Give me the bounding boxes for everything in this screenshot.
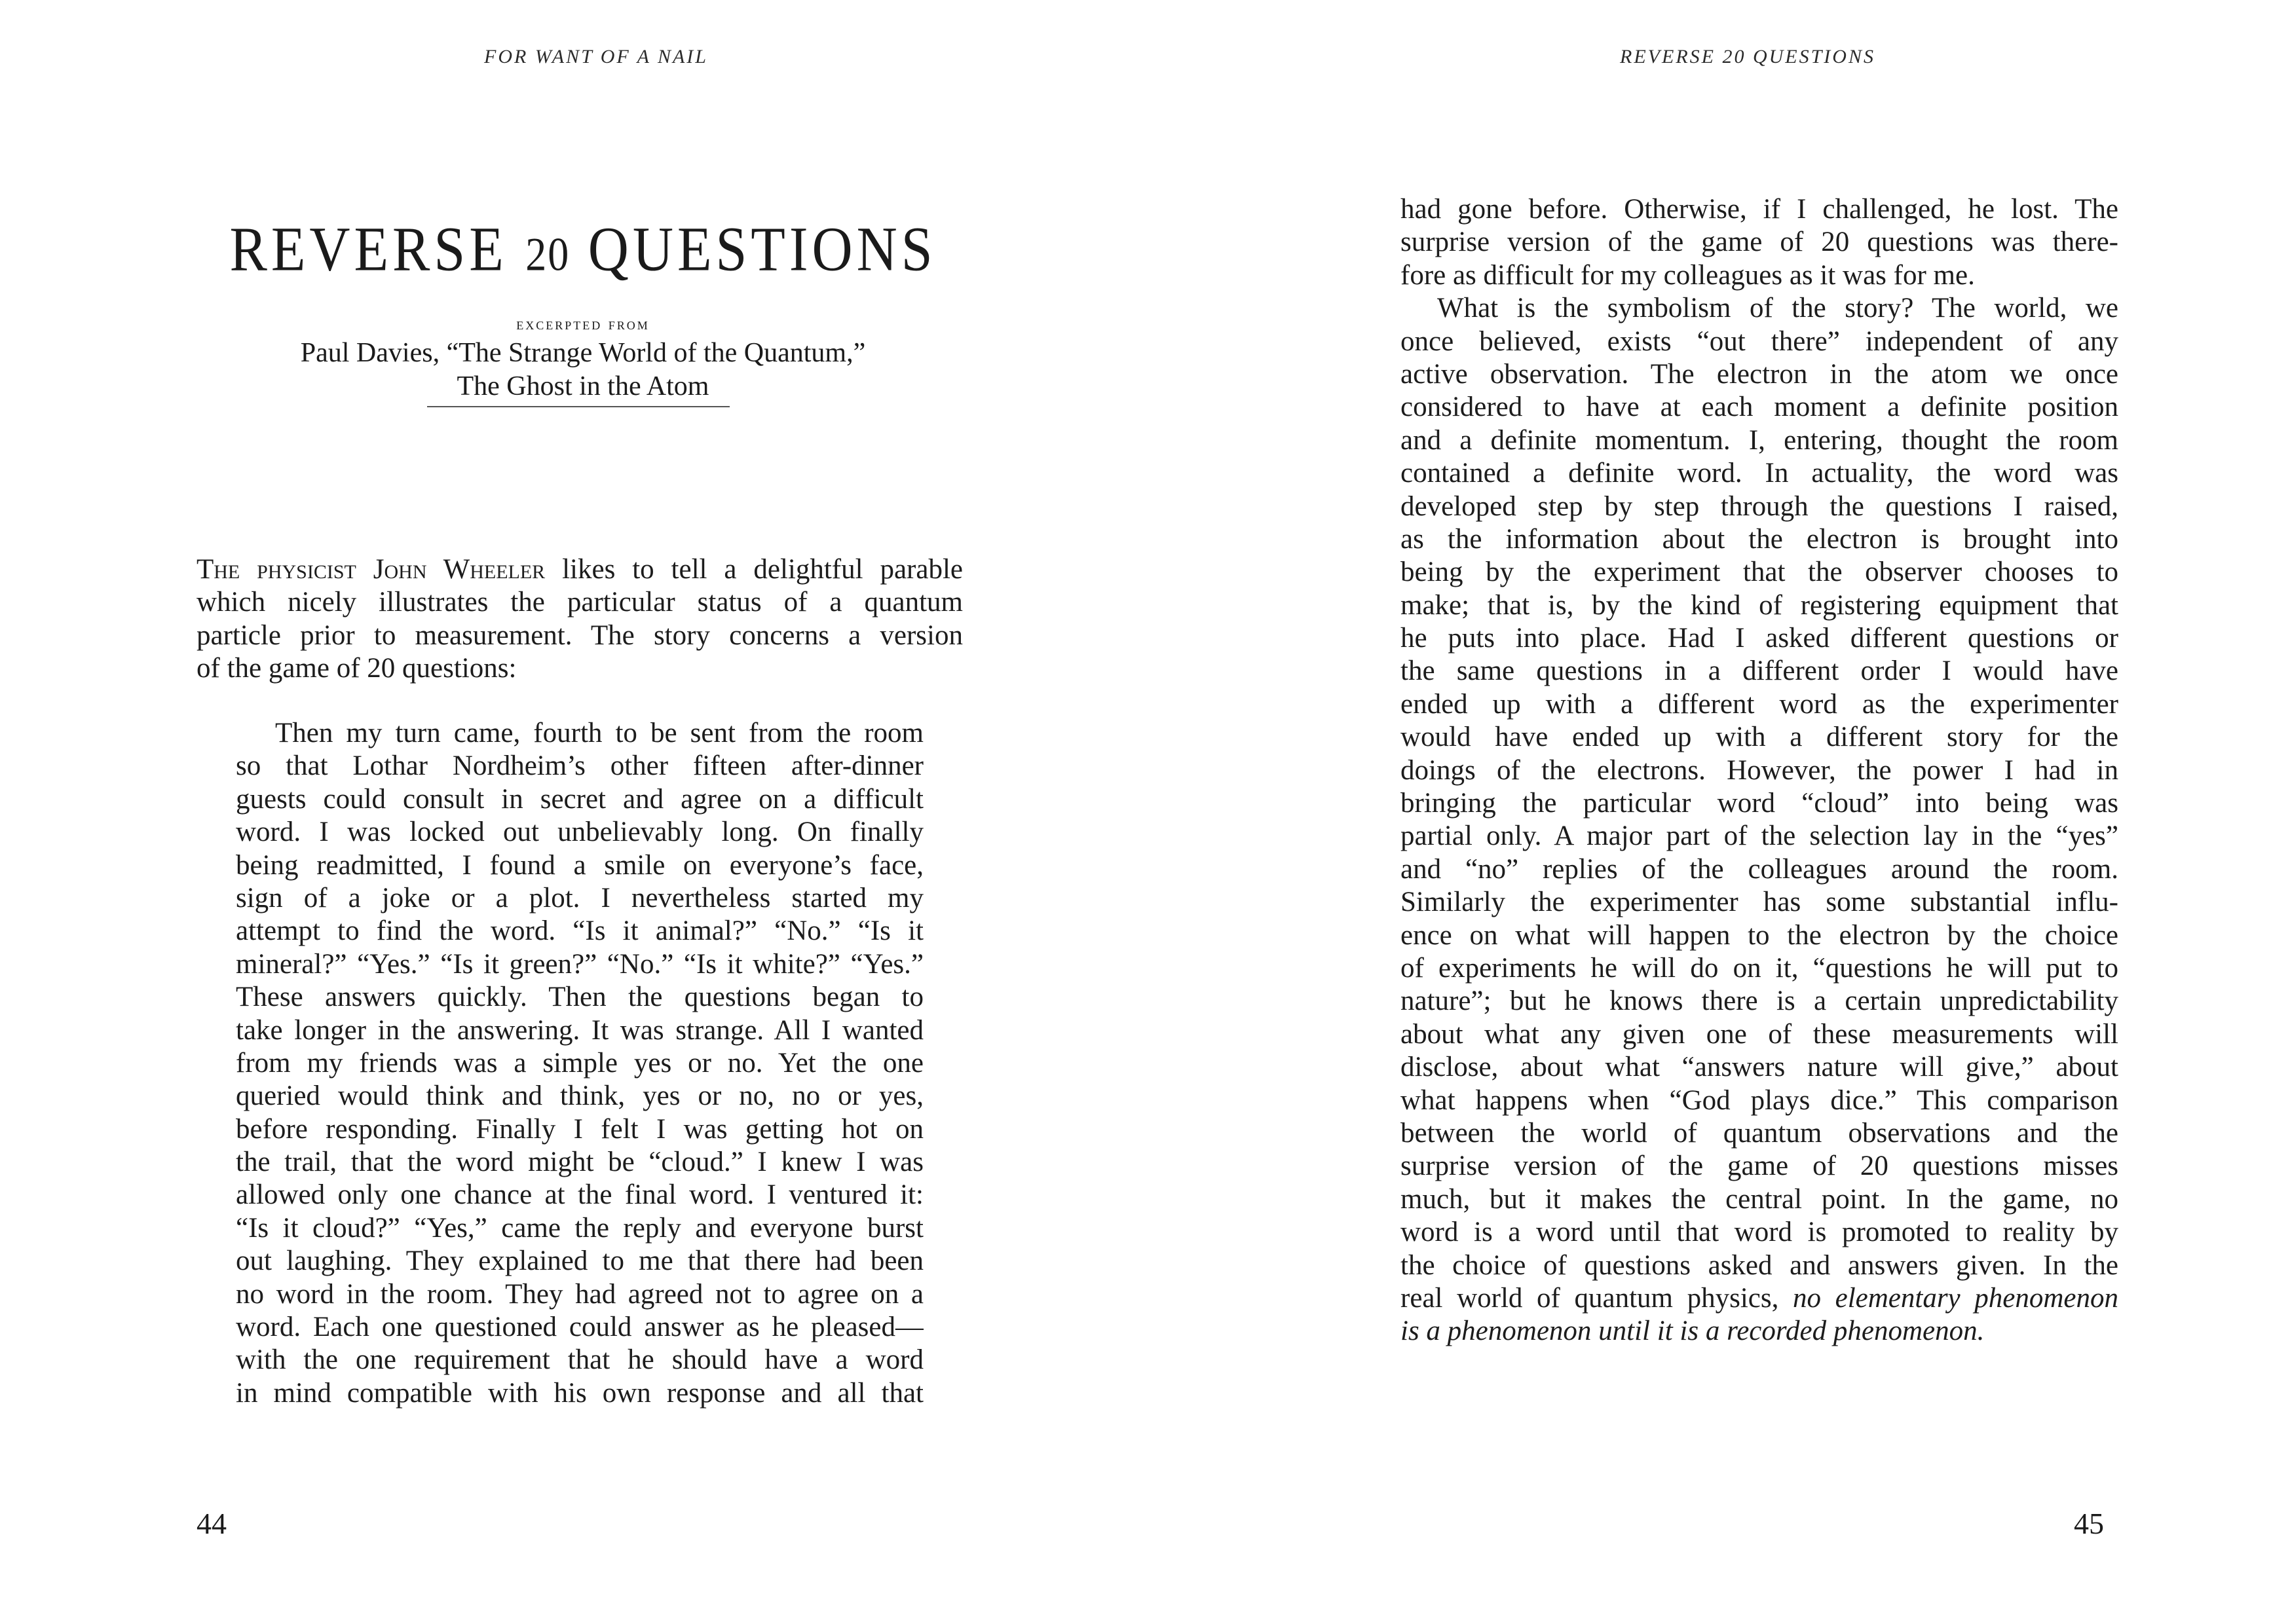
body-line: would have ended up with a different story for the xyxy=(1400,722,2118,753)
quote-line: before responding. Finally I felt I was getting hot on xyxy=(236,1113,924,1145)
intro-paragraph xyxy=(197,553,963,686)
source-underline-rule xyxy=(427,406,730,407)
quote-line: with the one requirement that he should have a word xyxy=(236,1344,924,1376)
quote-line: in mind compatible with his own response and all that xyxy=(236,1377,924,1409)
penultimate-roman: real world of quantum physics, xyxy=(1400,1282,1793,1314)
quote-line: no word in the room. They had agreed not to agree on a xyxy=(236,1278,924,1310)
body-line: active observation. The electron in the atom we once xyxy=(1400,358,2118,390)
running-head-right: REVERSE 20 QUESTIONS xyxy=(1620,46,1875,67)
final-italic-line: is a phenomenon until it is a recorded phenomenon. xyxy=(1400,1316,1985,1347)
quote-line: word. Each one questioned could answer as he pleased— xyxy=(236,1312,924,1343)
source-citation-line-1: Paul Davies, “The Strange World of the Quantum,” xyxy=(300,338,866,368)
quote-line: sign of a joke or a plot. I nevertheless started my xyxy=(236,882,924,913)
body-line: much, but it makes the central point. In the game, no xyxy=(1400,1183,2118,1215)
quote-line: mineral?” “Yes.” “Is it green?” “No.” “Is it white?” “Yes.” xyxy=(236,948,924,980)
body-line: once believed, exists “out there” independent of any xyxy=(1400,325,2118,357)
body-line: considered to have at each moment a definite position xyxy=(1400,392,2118,423)
quote-line: attempt to find the word. “Is it animal?” “No.” “Is it xyxy=(236,915,924,947)
chapter-title-number: 20 xyxy=(525,228,571,281)
body-line: partial only. A major part of the selection lay in the “yes” xyxy=(1400,821,2118,852)
body-line: nature”; but he knows there is a certain unpredictability xyxy=(1400,986,2118,1017)
body-line: doings of the electrons. However, the power I had in xyxy=(1400,754,2118,786)
body-line: being by the experiment that the observer chooses to xyxy=(1400,557,2118,588)
quote-line: being readmitted, I found a smile on everyone’s face, xyxy=(236,849,924,881)
body-line: surprise version of the game of 20 questions misses xyxy=(1400,1151,2118,1182)
page-number-left: 44 xyxy=(197,1507,227,1540)
body-line: ence on what will happen to the electron by the choice xyxy=(1400,919,2118,951)
excerpted-from-label: excerpted from xyxy=(516,314,650,333)
intro-lead-smallcaps: The physicist xyxy=(197,554,373,585)
quote-line: take longer in the answering. It was strange. All I wanted xyxy=(236,1014,924,1046)
emphasis-italic: no elementary phenomenon xyxy=(1792,1282,2118,1314)
body-line xyxy=(1400,1282,2118,1315)
intro-line xyxy=(197,553,963,586)
body-line: disclose, about what “answers nature will give,” about xyxy=(1400,1052,2118,1083)
body-line: he puts into place. Had I asked different questions or xyxy=(1400,623,2118,654)
chapter-title-after-number: QUESTIONS xyxy=(570,213,937,284)
right-page xyxy=(1145,0,2290,1624)
body-line: as the information about the electron is brought into xyxy=(1400,523,2118,555)
body-line: What is the symbolism of the story? The world, we xyxy=(1437,293,2118,324)
intro-line: particle prior to measurement. The story concerns a version xyxy=(197,619,963,651)
quote-line: so that Lothar Nordheim’s other fifteen after-dinner xyxy=(236,750,924,782)
body-line: surprise version of the game of 20 questions was there- xyxy=(1400,227,2118,258)
block-quote xyxy=(236,717,924,1410)
quote-line: Then my turn came, fourth to be sent from the room xyxy=(275,718,924,748)
body-line: about what any given one of these measurements will xyxy=(1400,1018,2118,1050)
intro-line: which nicely illustrates the particular status of a quantum xyxy=(197,587,963,618)
quote-line: from my friends was a simple yes or no. Yet the one xyxy=(236,1047,924,1079)
body-line: developed step by step through the questions I raised, xyxy=(1400,490,2118,522)
page-number-right: 45 xyxy=(2074,1507,2104,1540)
body-line: word is a word until that word is promoted to reality by xyxy=(1400,1217,2118,1248)
body-line: and “no” replies of the colleagues around the room. xyxy=(1400,853,2118,885)
intro-name-smallcaps: John Wheeler xyxy=(373,554,546,585)
chapter-title-before-number: REVERSE xyxy=(229,213,526,284)
body-line: what happens when “God plays dice.” This comparison xyxy=(1400,1084,2118,1116)
quote-line: allowed only one chance at the final word. I ventured it: xyxy=(236,1179,924,1211)
chapter-title xyxy=(197,212,969,286)
intro-line-1-rest: likes to tell a delightful parable xyxy=(545,554,963,585)
body-text-column xyxy=(1400,193,2118,1348)
quote-line: These answers quickly. Then the questions began to xyxy=(236,982,924,1013)
running-head-left: FOR WANT OF A NAIL xyxy=(484,46,708,67)
body-line: Similarly the experimenter has some substantial influ- xyxy=(1400,887,2118,918)
quote-line: guests could consult in secret and agree on a difficult xyxy=(236,783,924,815)
body-line: of experiments he will do on it, “questions he will put to xyxy=(1400,952,2118,984)
body-line: fore as difficult for my colleagues as it was for me. xyxy=(1400,259,1975,291)
body-line: had gone before. Otherwise, if I challenged, he lost. The xyxy=(1400,194,2118,225)
body-line: ended up with a different word as the experimenter xyxy=(1400,688,2118,720)
body-line: and a definite momentum. I, entering, thought the room xyxy=(1400,424,2118,456)
quote-line: queried would think and think, yes or no, no or yes, xyxy=(236,1080,924,1112)
body-line: bringing the particular word “cloud” into being was xyxy=(1400,788,2118,819)
body-line: the choice of questions asked and answers given. In the xyxy=(1400,1249,2118,1281)
quote-line: word. I was locked out unbelievably long. On finally xyxy=(236,817,924,848)
source-book-title: The Ghost in the Atom xyxy=(457,371,709,401)
body-line: between the world of quantum observations and the xyxy=(1400,1117,2118,1149)
body-line: contained a definite word. In actuality, the word was xyxy=(1400,458,2118,489)
intro-line: of the game of 20 questions: xyxy=(197,653,517,684)
quote-line: out laughing. They explained to me that there had been xyxy=(236,1246,924,1277)
body-line: the same questions in a different order I would have xyxy=(1400,655,2118,687)
body-line: make; that is, by the kind of registering equipment that xyxy=(1400,589,2118,621)
quote-line: the trail, that the word might be “cloud.” I knew I was xyxy=(236,1147,924,1178)
quote-line: “Is it cloud?” “Yes,” came the reply and everyone burst xyxy=(236,1212,924,1244)
